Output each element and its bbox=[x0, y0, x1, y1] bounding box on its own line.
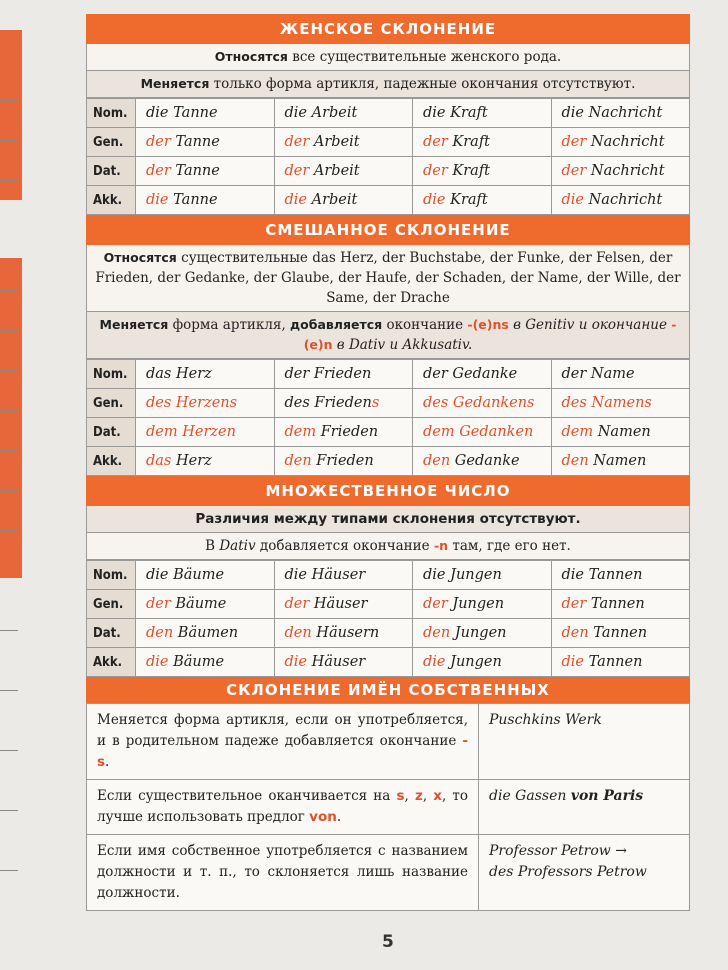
plural-note-no-diff: Различия между типами склонения отсутствуют. bbox=[86, 506, 690, 533]
noun-form: die Kraft bbox=[413, 99, 552, 128]
noun-form: des Friedens bbox=[274, 389, 413, 418]
case-label: Nom. bbox=[87, 561, 136, 590]
noun-form: die Tanne bbox=[136, 99, 275, 128]
noun-form: den Frieden bbox=[274, 447, 413, 476]
feminine-header: ЖЕНСКОЕ СКЛОНЕНИЕ bbox=[86, 14, 690, 44]
noun-form: den Jungen bbox=[413, 619, 552, 648]
declension-row-nom bbox=[87, 360, 690, 389]
proper-row-title: Если имя собственное употребляется с названием должности и т. п., то склоняется лишь название должности. Professor Petrow → des Professors Petrow bbox=[87, 835, 690, 911]
case-label: Dat. bbox=[87, 418, 136, 447]
noun-form: der Kraft bbox=[413, 128, 552, 157]
noun-form: dem Herzen bbox=[136, 418, 275, 447]
noun-form: der Tanne bbox=[136, 157, 275, 186]
noun-form: der Arbeit bbox=[274, 157, 413, 186]
declension-row-dat bbox=[87, 619, 690, 648]
noun-form: der Tanne bbox=[136, 128, 275, 157]
noun-form: die Bäume bbox=[136, 648, 275, 677]
noun-form: die Nachricht bbox=[551, 186, 690, 215]
noun-form: der Häuser bbox=[274, 590, 413, 619]
case-label: Dat. bbox=[87, 157, 136, 186]
case-label: Akk. bbox=[87, 648, 136, 677]
case-label: Akk. bbox=[87, 186, 136, 215]
declension-row-dat bbox=[87, 418, 690, 447]
noun-form: der Kraft bbox=[413, 157, 552, 186]
noun-form: dem Namen bbox=[551, 418, 690, 447]
feminine-table bbox=[86, 98, 690, 215]
declension-row-nom bbox=[87, 561, 690, 590]
declension-row-nom bbox=[87, 99, 690, 128]
case-label: Gen. bbox=[87, 389, 136, 418]
mixed-table bbox=[86, 359, 690, 476]
declension-row-gen bbox=[87, 128, 690, 157]
noun-form: der Nachricht bbox=[551, 128, 690, 157]
noun-form: die Häuser bbox=[274, 648, 413, 677]
noun-form: der Frieden bbox=[274, 360, 413, 389]
proper-row-von: Если существительное оканчивается на s, z, x, то лучше использовать предлог von. die Gassen von Paris bbox=[87, 780, 690, 835]
proper-names-header: СКЛОНЕНИЕ ИМЁН СОБСТВЕННЫХ bbox=[86, 677, 690, 703]
noun-form: die Tanne bbox=[136, 186, 275, 215]
noun-form: die Tannen bbox=[551, 561, 690, 590]
noun-form: des Herzens bbox=[136, 389, 275, 418]
mixed-note-changes: Меняется форма артикля, добавляется окончание -(e)ns в Genitiv и окончание -(e)n в Dativ и Akkusativ. bbox=[86, 312, 690, 359]
noun-form: die Tannen bbox=[551, 648, 690, 677]
noun-form: den Häusern bbox=[274, 619, 413, 648]
noun-form: der Tannen bbox=[551, 590, 690, 619]
feminine-note-changes: Меняется только форма артикля, падежные окончания отсутствуют. bbox=[86, 71, 690, 98]
case-label: Gen. bbox=[87, 128, 136, 157]
noun-form: der Nachricht bbox=[551, 157, 690, 186]
noun-form: die Jungen bbox=[413, 648, 552, 677]
noun-form: die Jungen bbox=[413, 561, 552, 590]
declension-row-akk bbox=[87, 648, 690, 677]
noun-form: dem Frieden bbox=[274, 418, 413, 447]
noun-form: die Arbeit bbox=[274, 99, 413, 128]
declension-row-gen bbox=[87, 389, 690, 418]
noun-form: den Namen bbox=[551, 447, 690, 476]
adjacent-page-edge bbox=[0, 30, 22, 970]
case-label: Nom. bbox=[87, 99, 136, 128]
noun-form: der Arbeit bbox=[274, 128, 413, 157]
plural-note-dativ: В Dativ добавляется окончание -n там, где его нет. bbox=[86, 533, 690, 560]
declension-row-gen bbox=[87, 590, 690, 619]
noun-form: die Kraft bbox=[413, 186, 552, 215]
noun-form: der Bäume bbox=[136, 590, 275, 619]
case-label: Nom. bbox=[87, 360, 136, 389]
mixed-header: СМЕШАННОЕ СКЛОНЕНИЕ bbox=[86, 215, 690, 245]
declension-row-dat bbox=[87, 157, 690, 186]
noun-form: das Herz bbox=[136, 447, 275, 476]
noun-form: die Häuser bbox=[274, 561, 413, 590]
noun-form: den Gedanke bbox=[413, 447, 552, 476]
proper-row-genitive: Меняется форма артикля, если он употребляется, и в родительном падеже добавляется окончание -s. Puschkins Werk bbox=[87, 704, 690, 780]
declension-row-akk bbox=[87, 447, 690, 476]
declension-page bbox=[86, 14, 690, 911]
noun-form: des Gedankens bbox=[413, 389, 552, 418]
page-number: 5 bbox=[382, 932, 394, 952]
noun-form: dem Gedanken bbox=[413, 418, 552, 447]
proper-names-table bbox=[86, 703, 690, 911]
mixed-note-applies: Относятся существительные das Herz, der Buchstabe, der Funke, der Felsen, der Frieden, der Gedanke, der Glaube, der Haufe, der Schaden, der Name, der Wille, der Same, der Drache bbox=[86, 245, 690, 312]
case-label: Akk. bbox=[87, 447, 136, 476]
noun-form: der Gedanke bbox=[413, 360, 552, 389]
noun-form: die Bäume bbox=[136, 561, 275, 590]
plural-table bbox=[86, 560, 690, 677]
plural-header: МНОЖЕСТВЕННОЕ ЧИСЛО bbox=[86, 476, 690, 506]
noun-form: den Bäumen bbox=[136, 619, 275, 648]
case-label: Gen. bbox=[87, 590, 136, 619]
noun-form: die Arbeit bbox=[274, 186, 413, 215]
noun-form: den Tannen bbox=[551, 619, 690, 648]
noun-form: der Name bbox=[551, 360, 690, 389]
noun-form: die Nachricht bbox=[551, 99, 690, 128]
noun-form: des Namens bbox=[551, 389, 690, 418]
noun-form: das Herz bbox=[136, 360, 275, 389]
noun-form: der Jungen bbox=[413, 590, 552, 619]
case-label: Dat. bbox=[87, 619, 136, 648]
feminine-note-applies: Относятся все существительные женского рода. bbox=[86, 44, 690, 71]
declension-row-akk bbox=[87, 186, 690, 215]
